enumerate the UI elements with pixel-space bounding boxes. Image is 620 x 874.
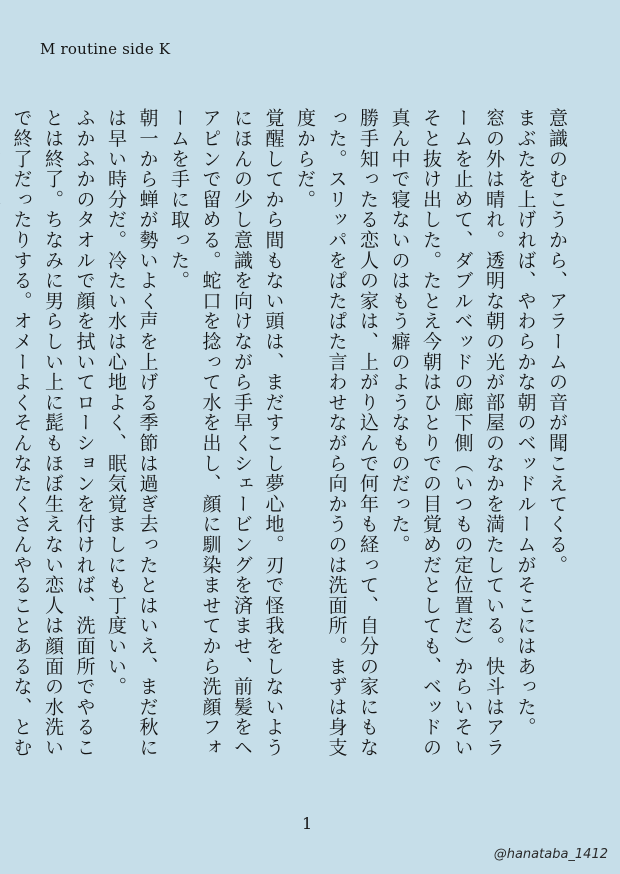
paragraph: ふかふかのタオルで顔を拭いてローションを付ければ、洗面所でやることは終了。ちなみに男らしい上に髭もほぼ生えない恋人は顔面の水洗いで終了だったりする。オメーよくそんなたくさんやることあるな、とむ	[10, 108, 96, 758]
paragraph: 朝一から蝉が勢いよく声を上げる季節は過ぎ去ったとはいえ、まだ秋には早い時分だ。冷たい水は心地よく、眠気覚ましにも丁度いい。	[105, 108, 159, 758]
paragraph: 勝手知ったる恋人の家は、上がり込んで何年も経って、自分の家にもなった。スリッパをぱたぱた言わせながら向かうのは洗面所。まずは身支度からだ。	[294, 108, 379, 758]
paragraph: まぶたを上げれば、やわらかな朝のベッドルームがそこにはあった。	[514, 108, 537, 738]
vertical-body-text	[10, 108, 572, 768]
paragraph: 覚醒してから間もない頭は、まだすこし夢心地。刃で怪我をしないようにほんの少し意識を向けながら手早くシェービングを済ませ、前髪をヘアピンで留める。蛇口を捻って水を出し、顔に馴染ませてから洗顔フォームを手に取った。	[168, 108, 285, 758]
page-number: 1	[302, 814, 313, 833]
paragraph: 窓の外は晴れ。透明な朝の光が部屋のなかを満たしている。快斗はアラームを止めて、ダブルベッドの廊下側（いつもの定位置だ）からいそいそと抜け出した。たとえ今朝はひとりでの目覚めだとしても、ベッドの真ん中で寝ないのはもう癖のようなものだった。	[388, 108, 505, 758]
page-title: M routine side K	[40, 40, 171, 58]
author-signature: @hanataba_1412	[493, 847, 608, 862]
paragraph: 意識のむこうから、アラームの音が聞こえてくる。	[546, 108, 568, 575]
